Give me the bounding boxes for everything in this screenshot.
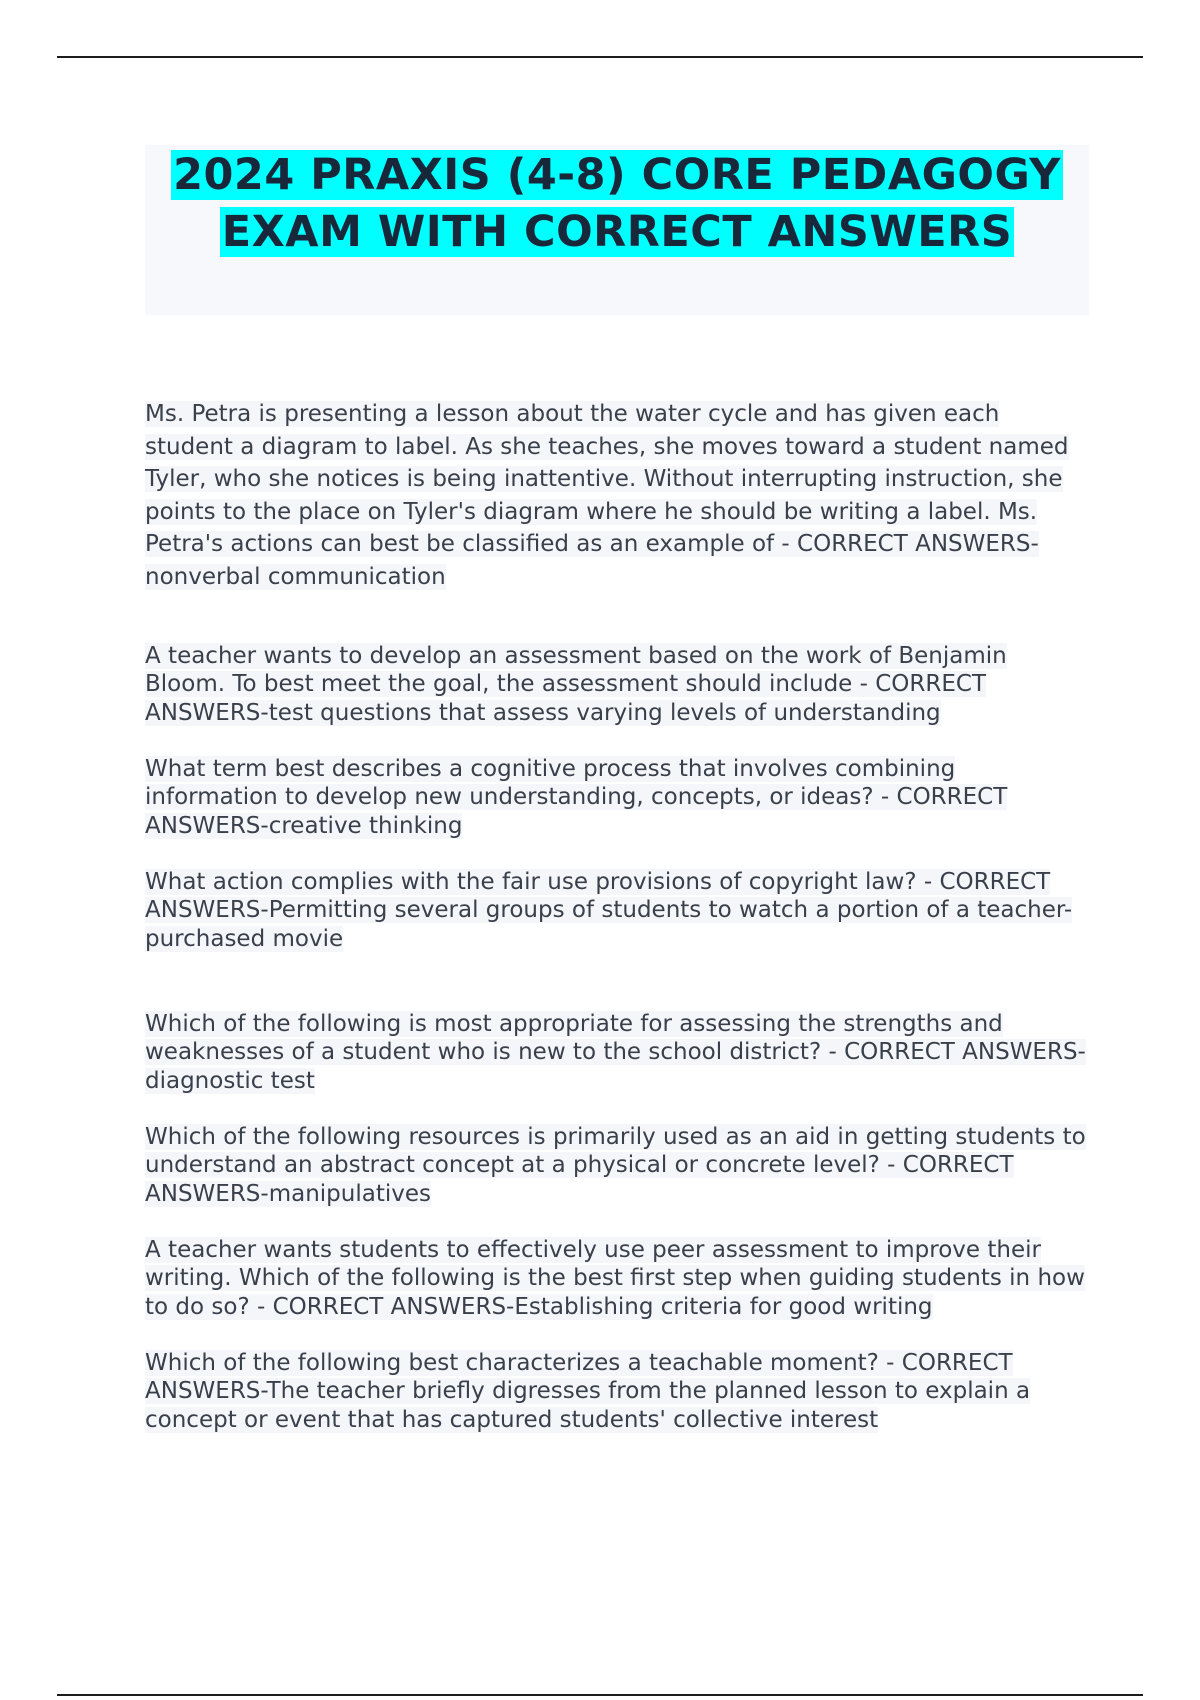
- qa-item: A teacher wants to develop an assessment based on the work of Benjamin Bloom. To best meet the goal, the assessment should include - CORRECT ANSWERS-test questions that assess varying levels of understanding: [145, 643, 1007, 726]
- qa-item: A teacher wants students to effectively use peer assessment to improve their writing. Which of the following is the best first step when guiding students in how to do so? - CORRECT ANSWERS-Establishing criteria for good writing: [145, 1237, 1085, 1320]
- qa-item: Ms. Petra is presenting a lesson about the water cycle and has given each student a diagram to label. As she teaches, she moves toward a student named Tyler, who she notices is being inattentive. Without interrupting instruction, she points to the place on Tyler's diagram where he should be writing a label. Ms. Petra's actions can best be classified as an example of - CORRECT ANSWERS-nonverbal communication: [145, 401, 1069, 590]
- qa-item: Which of the following best characterizes a teachable moment? - CORRECT ANSWERS-The teacher briefly digresses from the planned lesson to explain a concept or event that has captured students' collective interest: [145, 1350, 1031, 1433]
- top-rule: [57, 56, 1143, 58]
- qa-item: What term best describes a cognitive process that involves combining information to develop new understanding, concepts, or ideas? - CORRECT ANSWERS-creative thinking: [145, 756, 1008, 839]
- title-box: [145, 145, 1089, 315]
- qa-item: What action complies with the fair use provisions of copyright law? - CORRECT ANSWERS-Permitting several groups of students to watch a portion of a teacher-purchased movie: [145, 869, 1073, 952]
- bottom-rule: [57, 1694, 1143, 1696]
- qa-item: Which of the following is most appropriate for assessing the strengths and weaknesses of a student who is new to the school district? - CORRECT ANSWERS-diagnostic test: [145, 1011, 1086, 1094]
- qa-item: Which of the following resources is primarily used as an aid in getting students to understand an abstract concept at a physical or concrete level? - CORRECT ANSWERS-manipulatives: [145, 1124, 1086, 1207]
- document-title: 2024 PRAXIS (4-8) CORE PEDAGOGY EXAM WITH CORRECT ANSWERS: [173, 150, 1061, 257]
